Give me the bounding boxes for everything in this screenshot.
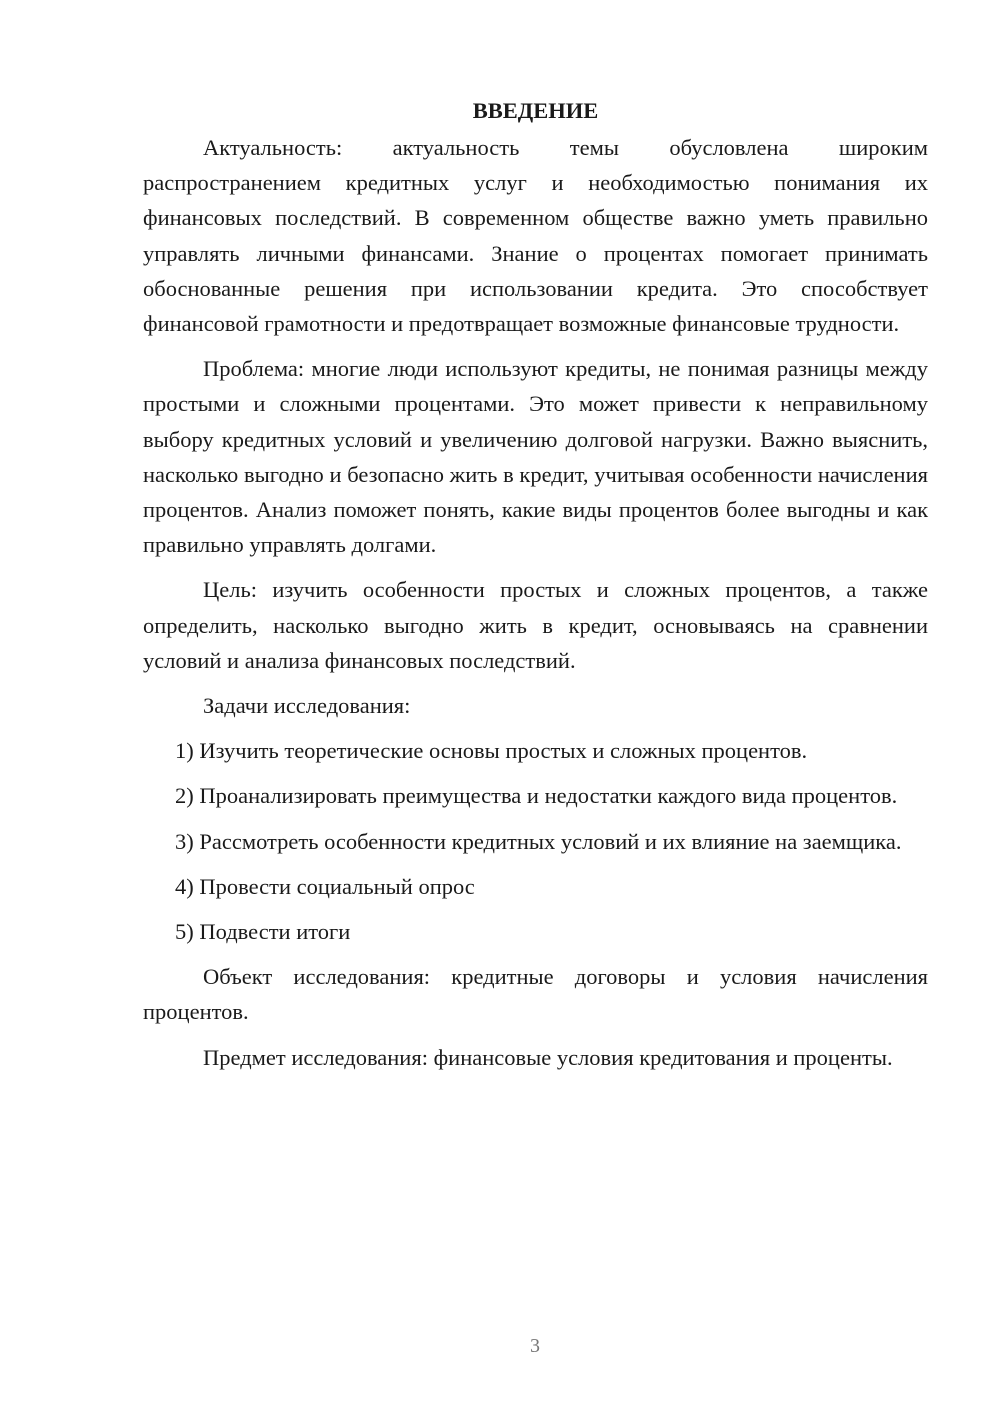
task-item-3: 3) Рассмотреть особенности кредитных условий и их влияние на заемщика. (175, 828, 902, 854)
page-content (143, 93, 928, 1085)
paragraph-subject: Предмет исследования: финансовые условия кредитования и проценты. (203, 1044, 893, 1070)
paragraph-relevance: Актуальность: актуальность темы обусловлена широким распространением кредитных услуг и необходимостью понимания их финансовых последствий. В современном обществе важно уметь правильно управлять личными финансами. Знание о процентах помогает принимать обоснованные решения при использовании кредита. Это способствует финансовой грамотности и предотвращает возможные финансовые трудности. (143, 135, 928, 337)
paragraph-problem: Проблема: многие люди используют кредиты, не понимая разницы между простыми и сложными процентами. Это может привести к неправильному выбору кредитных условий и увеличению долговой нагрузки. Важно выяснить, насколько выгодно и безопасно жить в кредит, учитывая особенности начисления процентов. Анализ поможет понять, какие виды процентов более выгодны и как правильно управлять долгами. (143, 356, 928, 558)
paragraph-object: Объект исследования: кредитные договоры и условия начисления процентов. (143, 964, 928, 1025)
task-item-5: 5) Подвести итоги (175, 919, 351, 945)
task-item-2: 2) Проанализировать преимущества и недостатки каждого вида процентов. (175, 783, 898, 809)
paragraph-goal: Цель: изучить особенности простых и сложных процентов, а также определить, насколько выгодно жить в кредит, основываясь на сравнении условий и анализа финансовых последствий. (143, 577, 928, 673)
page-number: 3 (530, 1335, 540, 1357)
paragraph-tasks-intro: Задачи исследования: (203, 693, 411, 719)
task-item-1: 1) Изучить теоретические основы простых и сложных процентов. (175, 738, 808, 764)
section-heading: ВВЕДЕНИЕ (472, 98, 599, 123)
task-item-4: 4) Провести социальный опрос (175, 873, 475, 899)
